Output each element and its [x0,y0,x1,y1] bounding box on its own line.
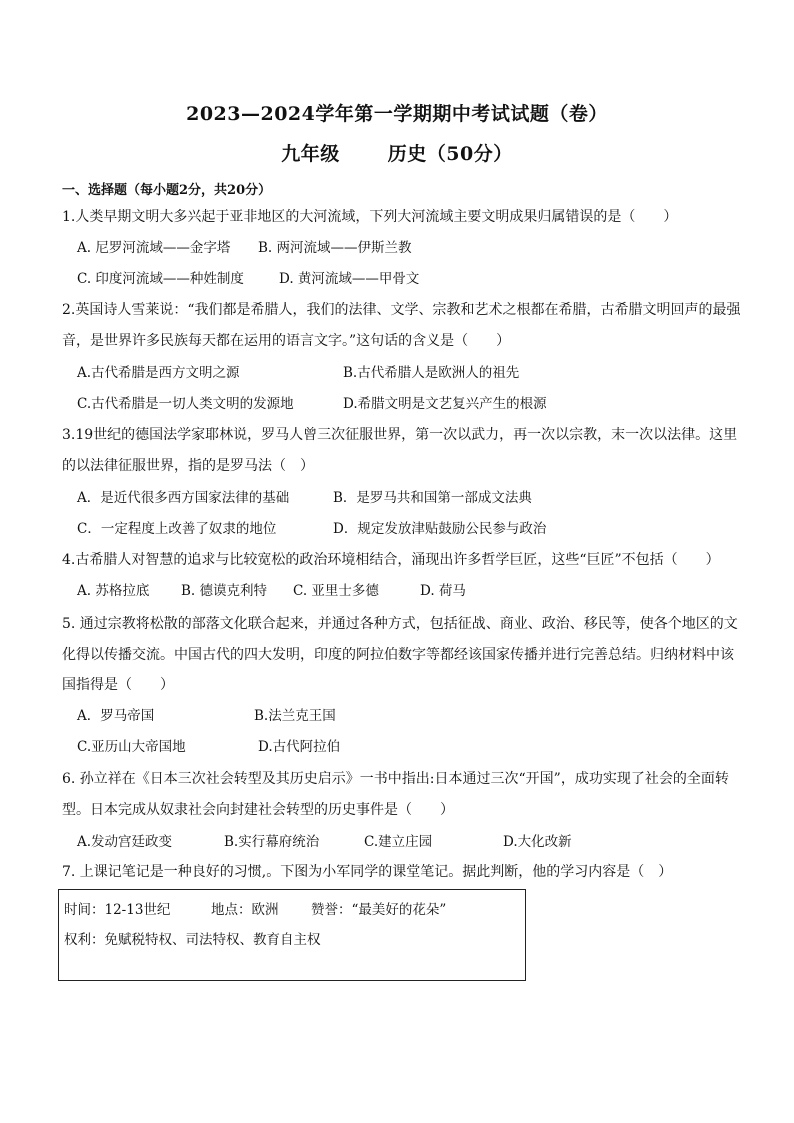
question-5: 5. 通过宗教将松散的部落文化联合起来，并通过各种方式，包括征战、商业、政治、移民等，使各个地区的文化得以传播交流。中国古代的四大发明，印度的阿拉伯数字等都经该国家传播并进行完善总结。归纳材料中该国指得是（ ） [62,616,738,693]
option-b: B．是罗马共和国第一部成文法典 [333,490,532,506]
note-place: 地点：欧洲 [211,902,279,918]
question-7: 7. 上课记笔记是一种良好的习惯,。下图为小军同学的课堂笔记。据此判断，他的学习内容是（ ） [62,864,673,880]
question-3: 3.19世纪的德国法学家耶林说，罗马人曾三次征服世界，第一次以武力，再一次以宗教，末一次以法律。这里的以法律征服世界，指的是罗马法（ ） [62,427,738,474]
exam-title: 2023—2024学年第一学期期中考试试题（卷） [186,103,608,125]
question-1: 1.人类早期文明大多兴起于亚非地区的大河流域，下列大河流域主要文明成果归属错误的是（ ） [62,209,678,225]
option-c: C．一定程度上改善了奴隶的地位 [77,521,277,537]
question-6: 6. 孙立祥在《日本三次社会转型及其历史启示》一书中指出:日本通过三次“开国”，成功实现了社会的全面转型。日本完成从奴隶社会向封建社会转型的历史事件是（ ） [62,771,729,818]
option-a: A.发动宫廷政变 [77,834,173,850]
section-heading: 一、选择题（每小题2分，共20分） [62,183,272,198]
option-b: B. 德谟克利特 [181,583,268,599]
note-praise: 赞誉：“最美好的花朵” [311,902,447,918]
option-a: A. 苏格拉底 [77,583,150,599]
option-c: C.古代希腊是一切人类文明的发源地 [77,396,294,412]
subject-label: 历史（50分） [387,143,513,165]
option-a: A.古代希腊是西方文明之源 [77,365,240,381]
option-b: B.实行幕府统治 [224,834,320,850]
option-c: C. 印度河流域——种姓制度 [77,271,244,287]
option-d: D.大化改新 [503,834,572,850]
option-d: D．规定发放津贴鼓励公民参与政治 [333,521,547,537]
option-b: B.古代希腊人是欧洲人的祖先 [343,365,520,381]
exam-subtitle [0,139,794,166]
option-b: B.法兰克王国 [254,708,336,724]
option-d: D. 黄河流域——甲骨文 [279,271,420,287]
note-time: 时间：12-13世纪 [64,902,171,918]
option-d: D. 荷马 [420,583,466,599]
option-c: C.建立庄园 [364,834,433,850]
option-a: A. 尼罗河流域——金字塔 [77,240,231,256]
option-d: D.古代阿拉伯 [258,739,341,755]
grade-label: 九年级 [281,143,340,165]
question-2: 2.英国诗人雪莱说：“我们都是希腊人，我们的法律、文学、宗教和艺术之根都在希腊，古希腊文明回声的最强音，是世界许多民族每天都在运用的语言文字。”这句话的含义是（ ） [62,302,741,349]
option-d: D.希腊文明是文艺复兴产生的根源 [343,396,547,412]
option-a: A．罗马帝国 [77,708,155,724]
option-c: C. 亚里士多德 [293,583,379,599]
question-4: 4.古希腊人对智慧的追求与比较宽松的政治环境相结合，涌现出许多哲学巨匠，这些“巨匠”不包括（ ） [62,552,720,568]
note-rights: 权利：免赋税特权、司法特权、教育自主权 [64,932,321,948]
class-notes-box [58,889,526,981]
option-b: B. 两河流域——伊斯兰教 [258,240,412,256]
option-a: A．是近代很多西方国家法律的基础 [77,490,290,506]
option-c: C.亚历山大帝国地 [77,739,186,755]
